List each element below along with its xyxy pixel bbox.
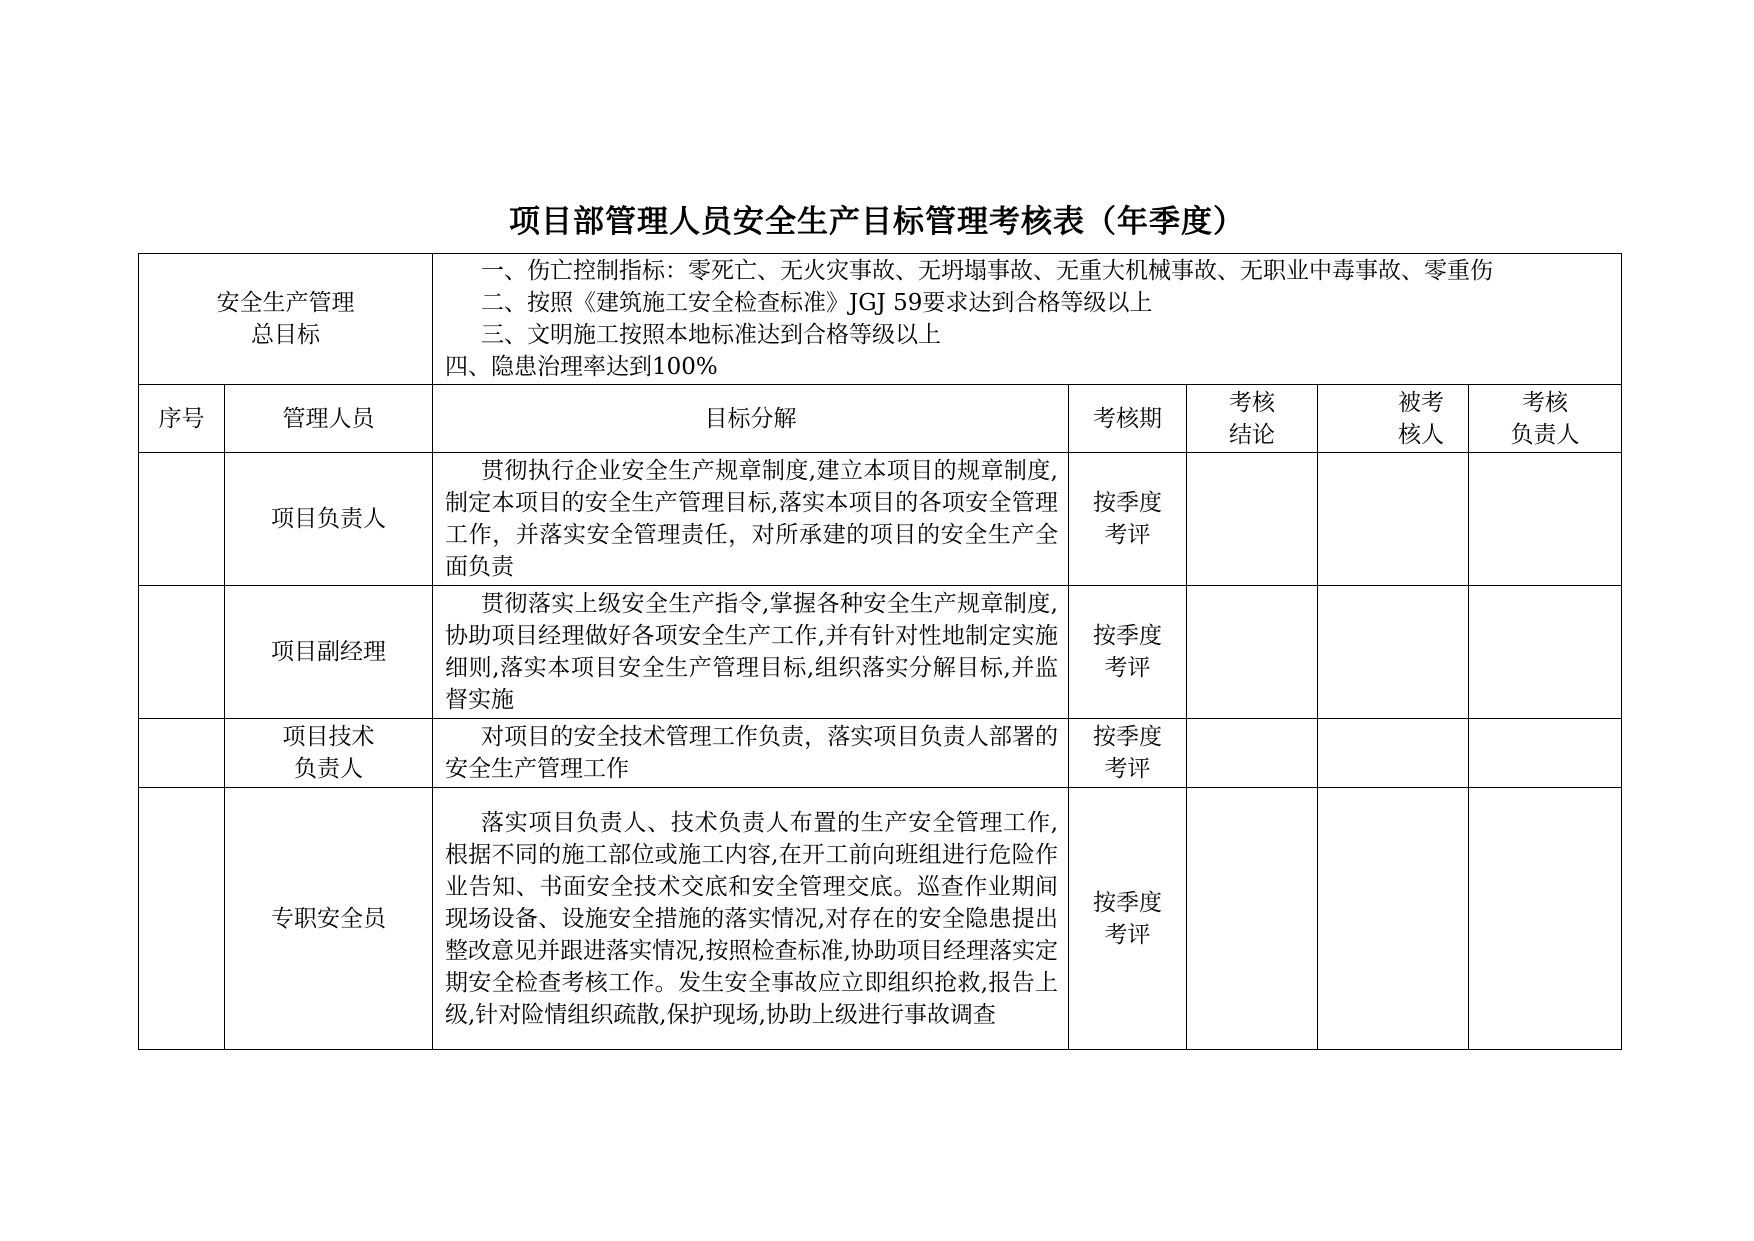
- row-owner[interactable]: [1469, 788, 1622, 1050]
- row-seq: [139, 453, 225, 586]
- row-target-text: 贯彻落实上级安全生产指令,掌握各种安全生产规章制度,协助项目经理做好各项安全生产工作,并有针对性地制定实施细则,落实本项目安全生产管理目标,组织落实分解目标,并监督实施: [445, 591, 1058, 713]
- header-row: [139, 385, 1622, 453]
- goal-item: 四、隐患治理率达到100%: [445, 354, 718, 380]
- row-staff-line1: 项目副经理: [271, 639, 386, 665]
- row-assessee[interactable]: [1318, 586, 1469, 719]
- goal-item: 一、伤亡控制指标：零死亡、无火灾事故、无坍塌事故、无重大机械事故、无职业中毒事故、零重伤: [481, 258, 1493, 284]
- row-staff-line1: 专职安全员: [271, 905, 386, 932]
- header-assessee-line1: 被考: [1398, 389, 1444, 416]
- row-staff: [225, 586, 433, 719]
- row-target: [433, 719, 1069, 788]
- row-owner[interactable]: [1469, 719, 1622, 788]
- header-owner-line2: 负责人: [1510, 421, 1580, 448]
- goal-item: 二、按照《建筑施工安全检查标准》JGJ 59要求达到合格等级以上: [481, 290, 1153, 316]
- header-period: 考核期: [1069, 385, 1187, 453]
- table-row: [139, 586, 1622, 719]
- row-seq: [139, 586, 225, 719]
- row-period: [1069, 719, 1187, 788]
- row-staff: [225, 788, 433, 1050]
- row-staff: [225, 453, 433, 586]
- row-period-line2: 考评: [1104, 756, 1151, 782]
- row-period-line1: 按季度: [1093, 623, 1162, 649]
- row-seq: [139, 788, 225, 1050]
- header-staff: 管理人员: [225, 385, 433, 453]
- row-target-text: 贯彻执行企业安全生产规章制度,建立本项目的规章制度,制定本项目的安全生产管理目标,落实本项目的各项安全管理工作，并落实安全管理责任，对所承建的项目的安全生产全面负责: [445, 458, 1058, 580]
- row-target: [433, 453, 1069, 586]
- goals-row: [139, 254, 1622, 385]
- table-row: [139, 453, 1622, 586]
- row-assessee[interactable]: [1318, 719, 1469, 788]
- row-staff-line1: 项目负责人: [271, 506, 386, 532]
- row-period-line2: 考评: [1104, 655, 1151, 681]
- header-conclusion: [1187, 385, 1318, 453]
- row-target-text: 落实项目负责人、技术负责人布置的生产安全管理工作,根据不同的施工部位或施工内容,在开工前向班组进行危险作业告知、书面安全技术交底和安全管理交底。巡查作业期间现场设备、设施安全措施的落实情况,对存在的安全隐患提出整改意见并跟进落实情况,按照检查标准,协助项目经理落实定期安全检查考核工作。发生安全事故应立即组织抢救,报告上级,针对险情组织疏散,保护现场,协助上级进行事故调查: [445, 809, 1058, 1028]
- row-period-line1: 按季度: [1093, 490, 1162, 516]
- row-assessee[interactable]: [1318, 453, 1469, 586]
- row-period: [1069, 788, 1187, 1050]
- goals-label-line2: 总目标: [251, 322, 320, 348]
- header-assessee-line2: 核人: [1398, 421, 1444, 448]
- header-owner: [1469, 385, 1622, 453]
- row-conclusion[interactable]: [1187, 719, 1318, 788]
- table-row: [139, 788, 1622, 1050]
- row-period: [1069, 586, 1187, 719]
- table-row: [139, 719, 1622, 788]
- row-period-line1: 按季度: [1093, 724, 1162, 750]
- page-title: 项目部管理人员安全生产目标管理考核表（年季度）: [509, 204, 1245, 240]
- goal-item: 三、文明施工按照本地标准达到合格等级以上: [481, 322, 941, 348]
- row-target-text: 对项目的安全技术管理工作负责，落实项目负责人部署的安全生产管理工作: [445, 724, 1058, 782]
- row-staff-line1: 项目技术: [282, 724, 375, 750]
- row-period-line2: 考评: [1104, 522, 1151, 548]
- goals-label-cell: [139, 254, 433, 385]
- row-owner[interactable]: [1469, 586, 1622, 719]
- row-period: [1069, 453, 1187, 586]
- header-conclusion-line2: 结论: [1229, 421, 1275, 448]
- row-conclusion[interactable]: [1187, 788, 1318, 1050]
- row-owner[interactable]: [1469, 453, 1622, 586]
- goals-label-line1: 安全生产管理: [216, 290, 355, 316]
- header-target: 目标分解: [433, 385, 1069, 453]
- header-seq: 序号: [139, 385, 225, 453]
- row-assessee[interactable]: [1318, 788, 1469, 1050]
- row-period-line2: 考评: [1104, 921, 1151, 948]
- row-period-line1: 按季度: [1093, 889, 1162, 916]
- header-assessee: [1318, 385, 1469, 453]
- row-conclusion[interactable]: [1187, 586, 1318, 719]
- row-seq: [139, 719, 225, 788]
- row-staff-line2: 负责人: [294, 756, 363, 782]
- row-target: [433, 586, 1069, 719]
- goals-content-cell: [433, 254, 1622, 385]
- header-conclusion-line1: 考核: [1229, 389, 1275, 416]
- assessment-table: [138, 253, 1622, 1050]
- row-conclusion[interactable]: [1187, 453, 1318, 586]
- header-owner-line1: 考核: [1522, 389, 1569, 416]
- row-staff: [225, 719, 433, 788]
- row-target: [433, 788, 1069, 1050]
